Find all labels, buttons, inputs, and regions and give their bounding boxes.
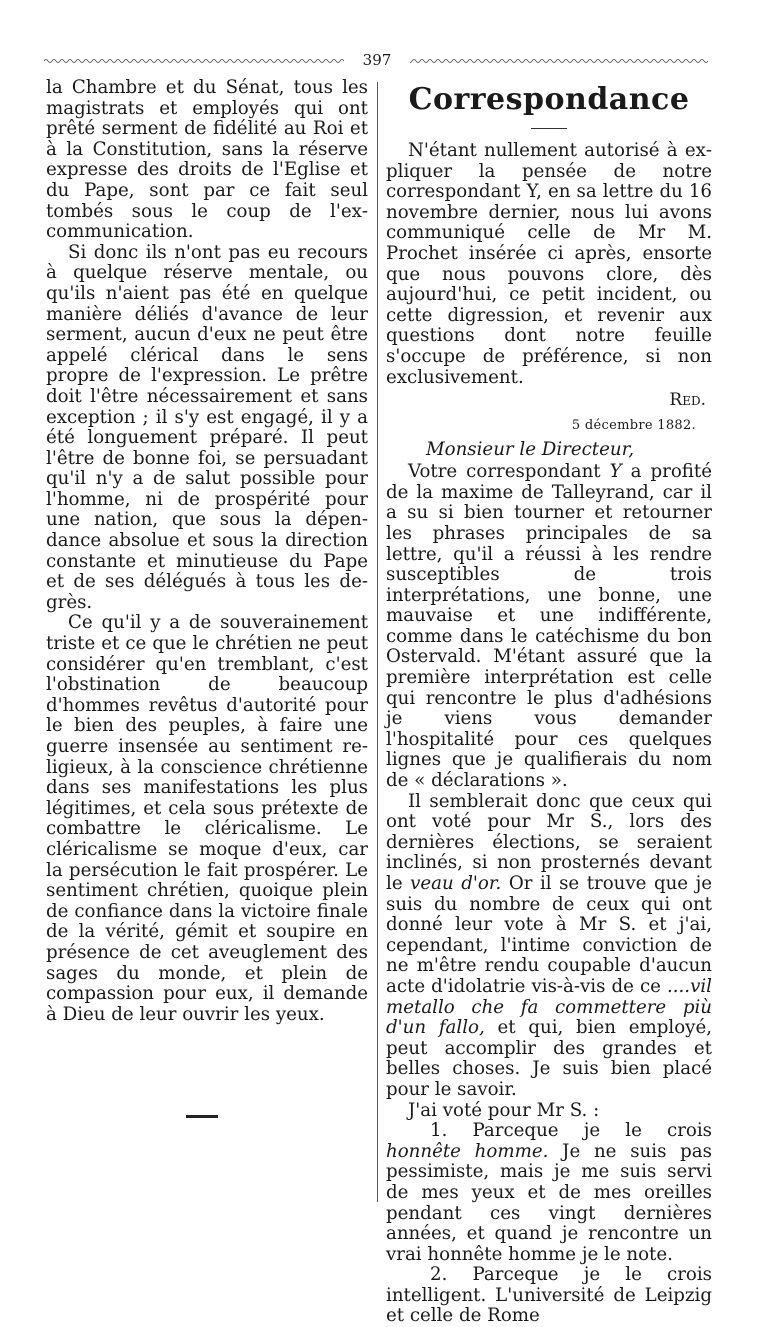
text-run: et qui, bien employé, peut accomplir des grandes et belles choses. Je suis bien placé pour le savoir.	[386, 1017, 712, 1100]
reasons-list	[386, 1121, 712, 1327]
left-paragraph-1: la Chambre et du Sénat, tous les magistrats et employés qui ont prêté serment de fidélité au Roi et à la Constitution, sans la réserve expresse des droits de l'Eglise et du Pape, sont par ce fait seul tombés sous le coup de l'excommunication.	[46, 77, 368, 243]
editor-signature: Red.	[669, 390, 706, 411]
title-rule	[531, 128, 567, 129]
left-column	[46, 78, 368, 1025]
text-run: 1. Parceque je le crois	[430, 1120, 712, 1142]
text-run: a profité de la maxime de Talleyrand, car il a su si bien tourner et retourner les phrases principales de sa lettre, qu'il a réussi à les rendre susceptibles de trois interprétations, une bonne, une mauvaise et une indifférente, comme dans le catéchisme du bon Ostervald. M'étant assuré que la première interprétation est celle qui rencontre le plus d'adhésions je viens vous demander l'hospitalité pour ces quelques lignes que je qualifierais du nom de « déclarations ».	[386, 461, 712, 792]
left-paragraph-3: Ce qu'il y a de souverainement triste et ce que le chrétien ne peut considérer qu'en tremblant, c'est l'obstination de beaucoup d'hommes revêtus d'autorité pour le bien des peuples, à faire une guerre insensée au sentiment religieux, à la conscience chrétienne dans ses manifestations les plus légitimes, et cela sous prétexte de combattre le cléricalisme. Le cléricalisme se moque d'eux, car la persécution le fait prospérer. Le sentiment chrétien, quoique plein de confiance dans la victoire finale de la vérité, gémit et soupire en présence de cet aveuglement des sages du monde, et plein de compassion pour eux, il demande à Dieu de leur ouvrir les yeux.	[46, 612, 368, 1025]
left-paragraph-2: Si donc ils n'ont pas eu recours à quelque réserve mentale, ou qu'ils n'aient pas été en quelque manière déliés d'avance de leur serment, aucun d'eux ne peut être appelé clérical dans le sens propre de l'expression. Le prêtre doit l'être nécessairement et sans exception ; il s'y est engagé, il y a été longuement préparé. Il peut l'être de bonne foi, se persuadant qu'il n'y a de salut possible pour l'homme, ni de prospérité pour une nation, que sous la dépendance absolue et sous la direction constante et minutieuse du Pape et de ses délégués à tous les degrès.	[46, 241, 368, 613]
letter-salutation: Monsieur le Directeur,	[426, 439, 635, 461]
italic-run: honnête homme.	[386, 1140, 549, 1162]
page-number: 397	[344, 46, 410, 74]
editor-note: N'étant nullement autorisé à expliquer la pensée de notre correspondant Y, en sa lettre du 16 novembre dernier, nous lui avons communiqué celle de Mr M. Prochet insérée ci après, ensorte que nous pouvons clore, dès aujourd'hui, ce petit incident, ou cette digression, et revenir aux questions dont notre feuille s'occupe de préférence, si non exclusivement.	[386, 140, 712, 388]
end-rule	[186, 1115, 218, 1118]
italic-run: Y	[609, 461, 622, 483]
list-item-1	[386, 1121, 712, 1265]
text-run: Or il se trouve que je suis du nombre de ceux qui ont donné leur vote à Mr S. et j'ai, cependant, l'intime conviction de ne m'être rendu coupable d'aucun acte d'idolatrie vis-à-vis de ce	[386, 873, 712, 997]
text-run: Il semblerait donc que ceux qui ont voté pour Mr S., lors des dernières élections, se seraient inclinés, si non prosternés devant le	[386, 790, 712, 894]
text-run: Je ne suis pas pessimiste, mais je me suis servi de mes yeux et de mes oreilles pendant ces vingt dernières années, et quand je rencontre un vrai honnête homme je le note.	[386, 1140, 712, 1265]
letter-paragraph-1	[386, 462, 712, 792]
letter-paragraph-3: J'ai voté pour Mr S. :	[408, 1099, 600, 1121]
section-title: Correspondance	[408, 82, 690, 117]
italic-quote: ....vil metallo che fa commettere più d'un fallo,	[386, 975, 712, 1039]
text-run: Votre correspondant	[408, 461, 610, 483]
page-header	[44, 46, 710, 74]
list-item-2: 2. Parceque je le crois intelligent. L'université de Leipzig et celle de Rome	[386, 1264, 712, 1327]
column-divider	[377, 82, 378, 1202]
letter-date: 5 décembre 1882.	[571, 418, 696, 434]
letter-paragraph-2	[386, 792, 712, 1101]
right-column	[386, 78, 712, 1327]
italic-run: veau d'or.	[410, 873, 502, 894]
